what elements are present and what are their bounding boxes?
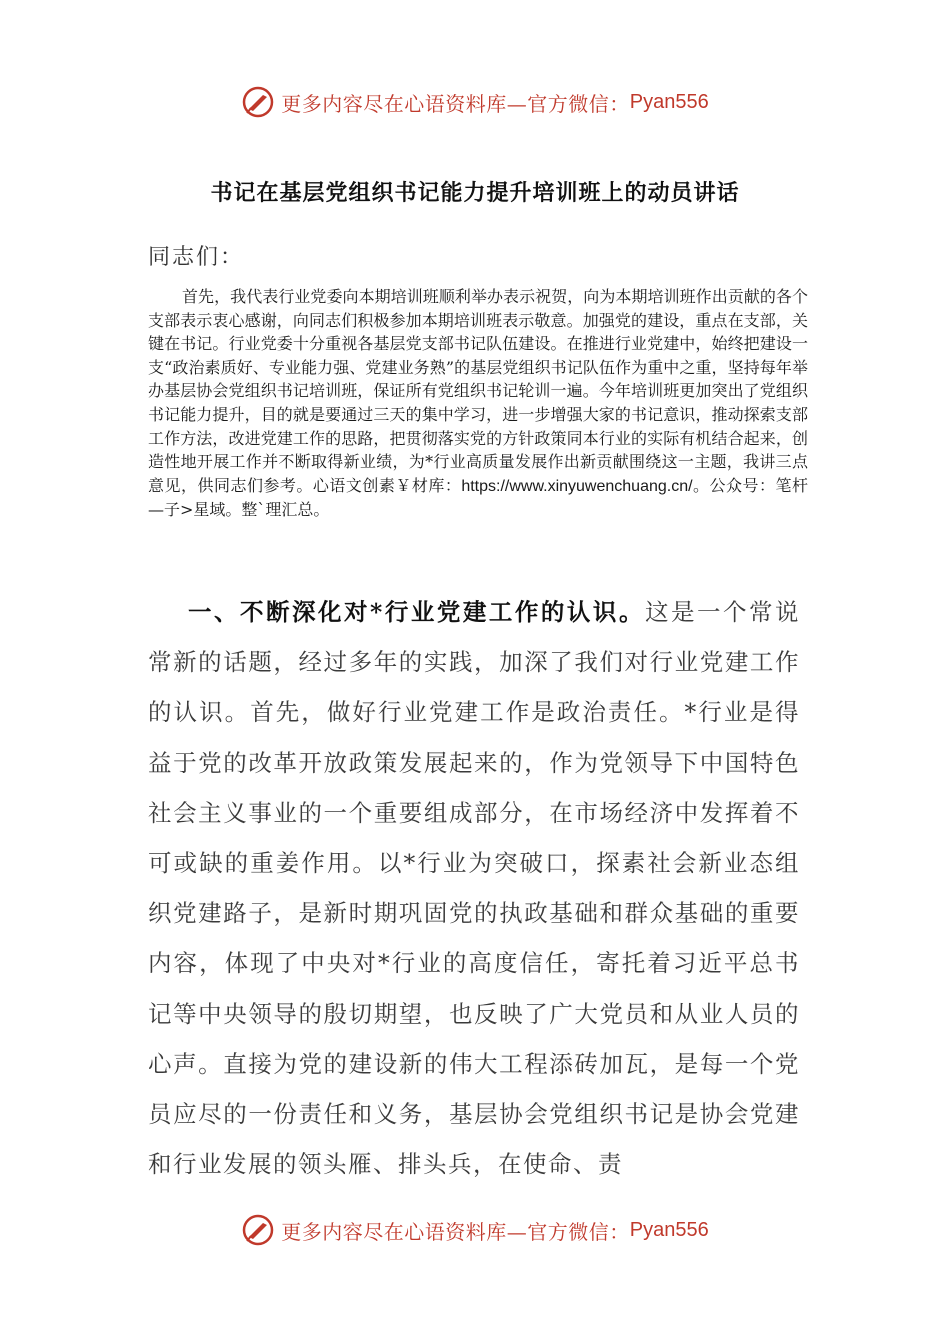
banner-wechat-id: Pyan556 [629,90,709,113]
intro-tail: 。公众号：笔杆—子>星域。整`理汇总。 [148,475,808,520]
banner-text: 更多内容尽在心语资料库—官方微信： [281,91,630,116]
section-1-text: 这是一个常说常新的话题，经过多年的实践，加深了我们对行业党建工作的认识。首先，做好行业党建工作是政治责任。*行业是得益于党的改革开放政策发展起来的，作为党领导下中国特色社会主义事业的一个重要组成部分，在市场经济中发挥着不可或缺的重姜作用。以*行业为突破口，探素社会新业态组织党建路子，是新时期巩固党的执政基础和群众基础的重要内容，体现了中央对*行业的高度信任，寄托着习近平总书记等中央领导的殷切期望，也反映了广大党员和从业人员的心声。直接为党的建设新的伟大工程添砖加瓦，是每一个党员应尽的一份责任和义务，基层协会党组织书记是协会党建和行业发展的领头雁、排头兵，在使命、责 [148,598,800,1179]
document-title: 书记在基层党组织书记能力提升培训班上的动员讲话 [210,180,740,206]
banner-wechat-id: Pyan556 [629,1218,709,1241]
pen-logo-icon [241,1213,275,1247]
intro-url: https://www.xinyuwenchuang.cn/ [461,477,693,495]
intro-text: 首先，我代表行业党委向本期培训班顺利举办表示祝贺，向为本期培训班作出贡献的各个支部表示衷心感谢，向同志们积极参加本期培训班表示敬意。加强党的建设，重点在支部，关键在书记。行业党委十分重视各基层党支部书记队伍建设。在推进行业党建中，始终把建设一支“政治素质好、专业能力强、党建业务熟”的基层党组织书记队伍作为重中之重，坚持每年举办基层协会党组织书记培训班，保证所有党组织书记轮训一遍。今年培训班更加突出了党组织书记能力提升，目的就是要通过三天的集中学习，进一步增强大家的书记意识，推动探索支部工作方法，改进党建工作的思路，把贯彻落实党的方针政策同本行业的实际有机结合起来，创造性地开展工作并不断取得新业绩，为*行业高质量发展作出新贡献围绕这一主题，我讲三点意见，供同志们参考。心语文创素￥材库： [148,287,808,495]
footer-watermark-banner [0,1210,950,1250]
section-1-paragraph [148,587,800,1189]
intro-paragraph [148,285,808,522]
salutation: 同志们： [148,245,245,270]
pen-logo-icon [241,85,275,119]
section-1-heading: 一、不断深化对*行业党建工作的认识。 [188,598,645,626]
banner-text: 更多内容尽在心语资料库—官方微信： [281,1219,630,1244]
header-watermark-banner [0,82,950,122]
